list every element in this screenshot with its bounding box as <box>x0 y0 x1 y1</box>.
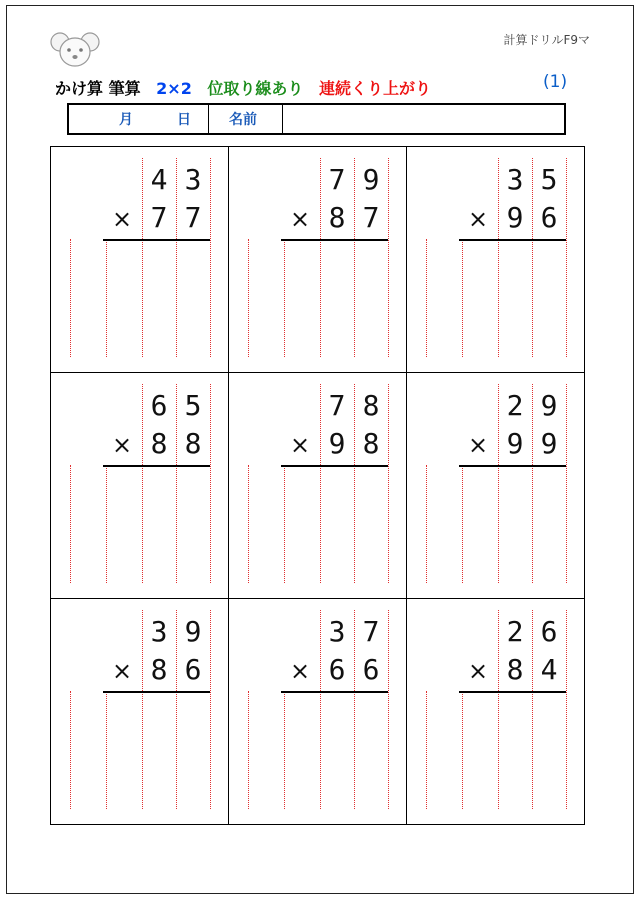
multiplicand-ones-digit: 8 <box>362 389 380 422</box>
answer-rule <box>281 465 388 467</box>
multiplicand-tens-digit: 2 <box>506 389 524 422</box>
multiplier-tens-digit: 7 <box>150 201 168 234</box>
problem-cell <box>407 373 584 599</box>
times-sign: × <box>111 431 133 459</box>
answer-rule <box>459 691 566 693</box>
problem-cell <box>51 373 229 599</box>
answer-area[interactable] <box>425 468 567 583</box>
name-box-divider <box>282 105 283 133</box>
answer-rule <box>459 465 566 467</box>
problem-cell <box>229 599 407 824</box>
times-sign: × <box>467 657 489 685</box>
multiplicand-ones-digit: 7 <box>362 615 380 648</box>
answer-area[interactable] <box>69 468 211 583</box>
multiplicand-tens-digit: 3 <box>506 163 524 196</box>
answer-rule <box>103 465 210 467</box>
problem-cell <box>51 147 229 373</box>
multiplier-ones-digit: 6 <box>362 653 380 686</box>
multiplier-tens-digit: 6 <box>328 653 346 686</box>
answer-area[interactable] <box>247 694 389 809</box>
multiplicand-tens-digit: 4 <box>150 163 168 196</box>
problem-cell <box>407 147 584 373</box>
multiplier-tens-digit: 9 <box>506 427 524 460</box>
multiplier-ones-digit: 7 <box>184 201 202 234</box>
title-part-size: 2×2 <box>156 79 192 98</box>
answer-area[interactable] <box>425 694 567 809</box>
answer-rule <box>281 691 388 693</box>
name-box-divider <box>208 105 209 133</box>
multiplicand-tens-digit: 6 <box>150 389 168 422</box>
multiplier-ones-digit: 8 <box>362 427 380 460</box>
problem-cell <box>229 373 407 599</box>
problem-grid <box>50 146 585 825</box>
name-field[interactable] <box>285 105 564 133</box>
brand-label: 計算ドリルF9マ <box>503 33 590 47</box>
worksheet-title <box>55 76 441 99</box>
multiplier-ones-digit: 8 <box>184 427 202 460</box>
name-label: 名前 <box>229 112 257 128</box>
sheet-number: (1) <box>543 72 568 92</box>
multiplier-ones-digit: 6 <box>540 201 558 234</box>
problem-cell <box>51 599 229 824</box>
day-label: 日 <box>177 112 191 128</box>
multiplicand-ones-digit: 9 <box>184 615 202 648</box>
name-box <box>67 103 566 135</box>
answer-area[interactable] <box>247 242 389 357</box>
multiplier-tens-digit: 9 <box>328 427 346 460</box>
title-part-guides: 位取り線あり <box>207 79 304 98</box>
multiplier-ones-digit: 4 <box>540 653 558 686</box>
multiplicand-ones-digit: 5 <box>540 163 558 196</box>
answer-rule <box>103 239 210 241</box>
multiplier-tens-digit: 9 <box>506 201 524 234</box>
times-sign: × <box>111 657 133 685</box>
answer-area[interactable] <box>69 694 211 809</box>
multiplier-ones-digit: 9 <box>540 427 558 460</box>
mouse-face-icon <box>50 30 100 68</box>
answer-area[interactable] <box>425 242 567 357</box>
title-part-topic: かけ算 筆算 <box>55 79 141 98</box>
times-sign: × <box>289 431 311 459</box>
multiplicand-ones-digit: 9 <box>362 163 380 196</box>
multiplicand-ones-digit: 5 <box>184 389 202 422</box>
multiplicand-tens-digit: 3 <box>150 615 168 648</box>
month-label: 月 <box>119 112 133 128</box>
multiplier-tens-digit: 8 <box>328 201 346 234</box>
multiplier-tens-digit: 8 <box>150 427 168 460</box>
answer-rule <box>281 239 388 241</box>
problem-cell <box>229 147 407 373</box>
times-sign: × <box>289 657 311 685</box>
multiplicand-tens-digit: 7 <box>328 389 346 422</box>
times-sign: × <box>289 205 311 233</box>
multiplier-tens-digit: 8 <box>150 653 168 686</box>
multiplicand-tens-digit: 3 <box>328 615 346 648</box>
times-sign: × <box>467 205 489 233</box>
times-sign: × <box>467 431 489 459</box>
multiplicand-tens-digit: 2 <box>506 615 524 648</box>
multiplier-ones-digit: 6 <box>184 653 202 686</box>
multiplier-ones-digit: 7 <box>362 201 380 234</box>
answer-area[interactable] <box>247 468 389 583</box>
answer-rule <box>459 239 566 241</box>
problem-cell <box>407 599 584 824</box>
title-part-carry: 連続くり上がり <box>319 79 432 98</box>
multiplicand-tens-digit: 7 <box>328 163 346 196</box>
answer-area[interactable] <box>69 242 211 357</box>
multiplier-tens-digit: 8 <box>506 653 524 686</box>
times-sign: × <box>111 205 133 233</box>
answer-rule <box>103 691 210 693</box>
multiplicand-ones-digit: 9 <box>540 389 558 422</box>
multiplicand-ones-digit: 6 <box>540 615 558 648</box>
multiplicand-ones-digit: 3 <box>184 163 202 196</box>
